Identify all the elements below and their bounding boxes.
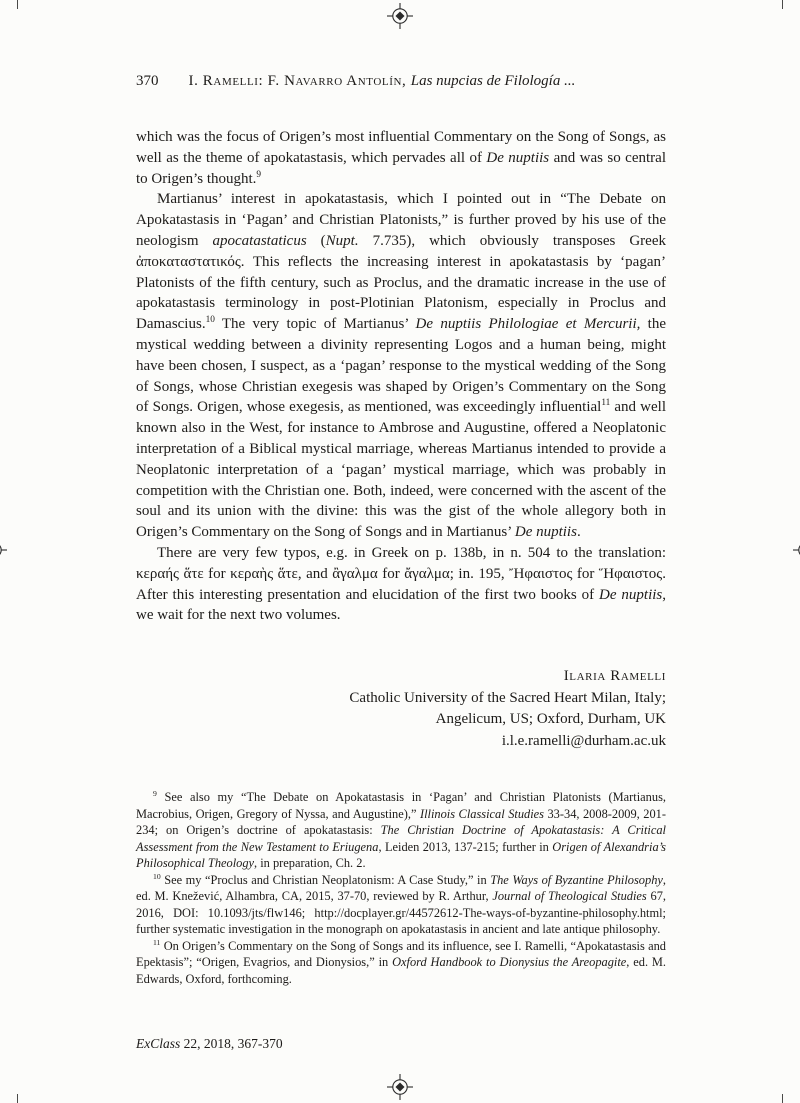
author-email: i.l.e.ramelli@durham.ac.uk xyxy=(501,732,666,749)
registration-mark-icon xyxy=(387,3,413,29)
journal-line: ExClass 22, 2018, 367-370 xyxy=(136,1036,283,1051)
author-affiliation-1: Catholic University of the Sacred Heart Milan, Italy; xyxy=(349,689,666,706)
footnotes-section xyxy=(136,789,666,987)
paragraph-1: which was the focus of Origen’s most influential Commentary on the Song of Songs, as well as the theme of apokatastasis, which pervades all of De nuptiis and was so central to Origen’s thought.$^9$ xyxy=(136,129,666,187)
author-affiliation-2: Angelicum, US; Oxford, Durham, UK xyxy=(435,711,666,728)
registration-mark-icon xyxy=(387,1074,413,1100)
paragraph-3: There are very few typos, e.g. in Greek on p. 138b, in n. 504 to the translation: κεραής ἅτε for κεραὴς ἅτε, and ἂγαλμα for ἄγαλμα; in. 195, Ἤφαιστος for Ἥφαιστος. After this interesting presentation and elucidation of the first two books of De nuptiis, we wait for the next two volumes. xyxy=(136,544,666,624)
footnote-11: $^{11}$ On Origen’s Commentary on the Song of Songs and its influence, see I. Ramelli, “Apokatastasis and Epektasis”; “Origen, Evagrios, and Dionysios,” in Oxford Handbook to Dionysius the Areopagite, ed. M. Edwards, Oxford, forthcoming. xyxy=(136,937,667,986)
running-header xyxy=(136,73,666,90)
footnote-10: $^{10}$ See my “Proclus and Christian Neoplatonism: A Case Study,” in The Ways of Byzantine Philosophy, ed. M. Knežević, Alhambra, CA, 2015, 37-70, reviewed by R. Arthur, Journal of Theological Studies 67, 2016, DOI: 10.1093/jts/flw146; http://docplayer.gr/44572612-The-ways-of-byzantine-philosophy.html; further systematic investigation in the monograph on apokatastasis in ancient and late antique philosophy. xyxy=(136,871,667,936)
review-body xyxy=(136,127,666,626)
crop-mark xyxy=(782,0,783,9)
paragraph-2: Martianus’ interest in apokatastasis, which I pointed out in “The Debate on Apokatastasis in ‘Pagan’ and Christian Platonists,” is further proved by his use of the neologism apocatastaticus (Nupt. 7.735), which obviously transposes Greek ἀποκαταστατικός. This reflects the increasing interest in apokatastasis by ‘pagan’ Platonists of the fifth century, such as Proclus, and the dramatic increase in the use of apokatastasis terminology in post-Plotinian Platonism, especially in Proclus and Damascius.$^{10}$ The very topic of Martianus’ De nuptiis Philologiae et Mercurii, the mystical wedding between a divinity representing Logos and a human being, might have been chosen, I suspect, as a ‘pagan’ response to the mystical wedding of the Song of Songs, whose Christian exegesis was shaped by Origen’s Commentary on the Song of Songs. Origen, whose exegesis, as mentioned, was exceedingly influential$^{11}$ and well known also in the West, for instance to Ambrose and Augustine, offered a Neoplatonic interpretation of a Biblical mystical marriage, whereas Martianus intended to provide a Neoplatonic interpretation of a ‘pagan’ mystical marriage, which was probably in competition with the Christian one. Both, indeed, were concerned with the ascent of the soul and its union with the divine: this was the gist of the whole allegory both in Origen’s Commentary on the Song of Songs and in Martianus’ De nuptiis. xyxy=(136,191,666,541)
registration-mark-icon xyxy=(793,537,800,563)
footnote-9: $^9$ See also my “The Debate on Apokatastasis in ‘Pagan’ and Christian Platonists (Martianus, Macrobius, Origen, Gregory of Nyssa, and Augustine),” Illinois Classical Studies 33-34, 2008-2009, 201-234; on Origen’s doctrine of apokatastasis: The Christian Doctrine of Apokatastasis: A Critical Assessment from the New Testament to Eriugena, Leiden 2013, 137-215; further in Origen of Alexandria’s Philosophical Theology, in preparation, Ch. 2. xyxy=(136,788,666,870)
registration-mark-icon xyxy=(0,537,7,563)
signature-block xyxy=(136,666,666,752)
running-title: I. Ramelli: F. Navarro Antolín, Las nupcias de Filología ... xyxy=(188,73,576,89)
crop-mark xyxy=(17,1094,18,1103)
page-number: 370 xyxy=(136,73,159,89)
crop-mark xyxy=(782,1094,783,1103)
author-name: Ilaria Ramelli xyxy=(563,668,666,684)
crop-mark xyxy=(17,0,18,9)
